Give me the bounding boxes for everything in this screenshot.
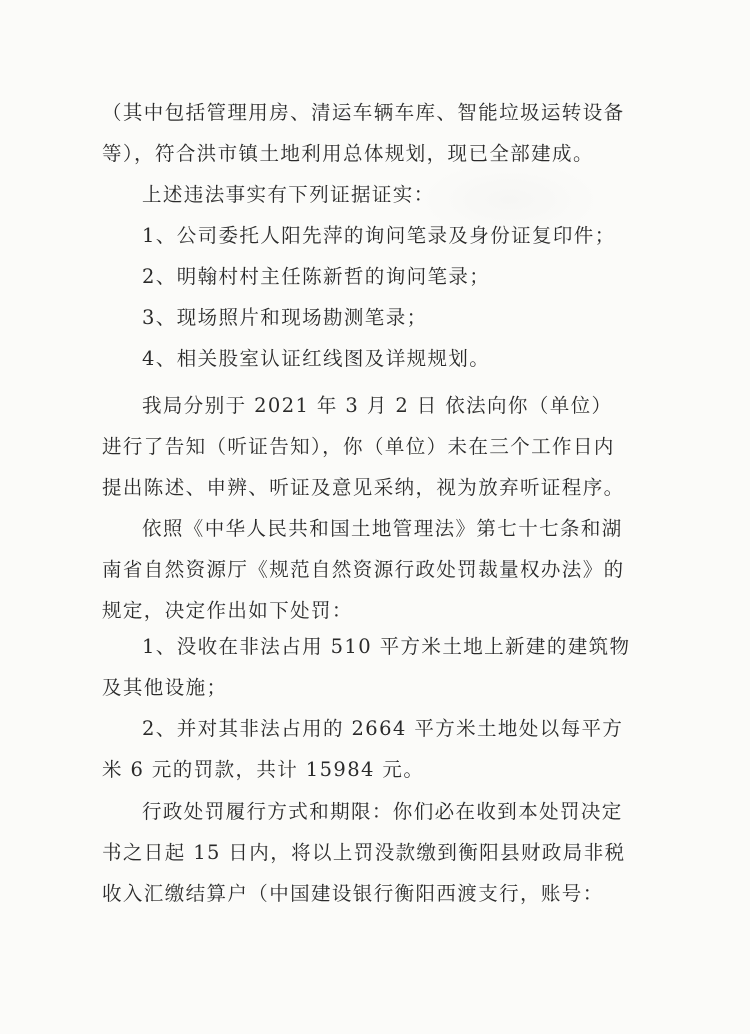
penalty-item-2: 2、并对其非法占用的 2664 平方米土地处以每平方米 6 元的罚款，共计 15984 元。 <box>102 717 624 781</box>
paragraph-notice: 我局分别于 2021 年 3 月 2 日 依法向你（单位）进行了告知（听证告知），你（单位）未在三个工作日内提出陈述、申辨、听证及意见采纳，视为放弃听证程序。 <box>102 394 625 499</box>
paragraph-payment-terms: 行政处罚履行方式和期限：你们必在收到本处罚决定书之日起 15 日内，将以上罚没款缴到衡阳县财政局非税收入汇缴结算户（中国建设银行衡阳西渡支行，账号： <box>102 800 626 905</box>
paragraph-continuation: （其中包括管理用房、清运车辆车库、智能垃圾运转设备等），符合洪市镇土地利用总体规划，现已全部建成。 <box>102 101 625 165</box>
evidence-item-3: 3、现场照片和现场勘测笔录； <box>142 306 428 329</box>
evidence-item-4: 4、相关股室认证红线图及详规规划。 <box>142 347 491 370</box>
paragraph-evidence-intro: 上述违法事实有下列证据证实： <box>142 183 435 206</box>
evidence-item-2: 2、明翰村村主任陈新哲的询问笔录； <box>142 265 491 288</box>
paragraph-legal-basis: 依照《中华人民共和国土地管理法》第七十七条和湖南省自然资源厅《规范自然资源行政处罚裁量权办法》的规定，决定作出如下处罚： <box>102 517 625 622</box>
evidence-item-1: 1、公司委托人阳先萍的询问笔录及身份证复印件； <box>142 224 616 247</box>
penalty-item-1: 1、没收在非法占用 510 平方米土地上新建的建筑物及其他设施； <box>102 635 631 699</box>
